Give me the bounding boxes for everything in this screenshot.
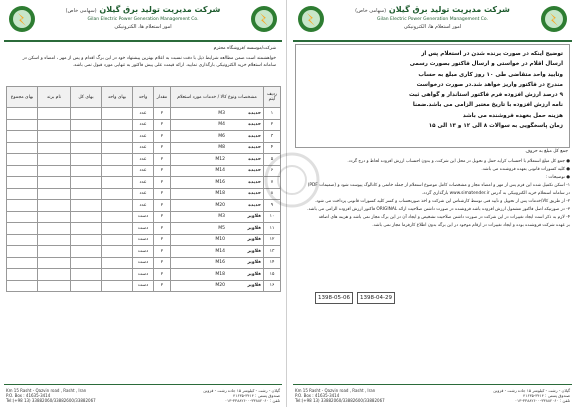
brand-cell[interactable] (38, 142, 71, 154)
total-price-cell[interactable] (71, 257, 102, 269)
item-type: حدیده (248, 145, 261, 151)
item-type: حدیده (248, 179, 261, 185)
item-description (171, 234, 264, 246)
notice-line: توضیح اینکه در صورت برنده شدن در استعلام پس از (421, 51, 563, 57)
item-unit: عدد (133, 177, 154, 189)
item-type: قلاویز (247, 225, 261, 231)
item-unit: عدد (133, 165, 154, 177)
brand-cell[interactable] (38, 234, 71, 246)
row-number: ۱۴ (264, 257, 281, 269)
item-description (171, 280, 264, 292)
right-page (289, 0, 576, 407)
item-unit: عدد (133, 108, 154, 120)
total-price-cell[interactable] (71, 131, 102, 143)
table-row (7, 200, 281, 212)
company-name-en: Gilan Electric Power Generation Management Co. (376, 17, 489, 22)
item-size: M14 (215, 168, 225, 174)
item-quantity: ۲ (154, 177, 171, 189)
table-row (7, 188, 281, 200)
brand-cell[interactable] (38, 223, 71, 235)
terms-list (295, 158, 570, 230)
item-type: قلاویز (247, 248, 261, 254)
unit-price-cell[interactable] (102, 269, 133, 281)
item-quantity: ۲ (154, 257, 171, 269)
terms-line: در سامانه استعلام خرید الکترونیکی به آدرس www.simatender.ir بارگذاری گردد. (421, 191, 570, 196)
table-row (7, 177, 281, 189)
row-number: ۷ (264, 177, 281, 189)
total-price-cell[interactable] (71, 188, 102, 200)
brand-cell[interactable] (38, 177, 71, 189)
row-number: ۹ (264, 200, 281, 212)
item-size: M3 (218, 110, 225, 116)
brand-cell[interactable] (38, 188, 71, 200)
department-label: امور استعلام ها، الکترونیکی (403, 24, 462, 30)
unit-price-cell[interactable] (102, 177, 133, 189)
item-unit: دست (133, 269, 154, 281)
unit-price-cell[interactable] (102, 165, 133, 177)
grand-total-cell[interactable] (7, 131, 38, 143)
row-number: ۱۵ (264, 269, 281, 281)
item-type: حدیده (248, 191, 261, 197)
item-unit: عدد (133, 188, 154, 200)
terms-line: ● جمع کل مبلغ استعلام با احتساب کرایه حمل و تحویل در محل این شرکت، و بدون احتساب ارزش افزوده لحاظ و درج گردد. (347, 159, 570, 164)
item-size: M18 (215, 271, 225, 277)
brand-cell[interactable] (38, 200, 71, 212)
item-description (171, 246, 264, 258)
total-price-cell[interactable] (71, 142, 102, 154)
notice-line: نامه ارزش افزوده با تاریخ معتبر الزامی می باشد.ضمنا (412, 102, 563, 109)
items-table (6, 86, 281, 292)
item-unit: دست (133, 246, 154, 258)
item-description (171, 177, 264, 189)
total-price-cell[interactable] (71, 269, 102, 281)
item-description (171, 108, 264, 120)
row-number: ۳ (264, 131, 281, 143)
item-description (171, 269, 264, 281)
unit-price-cell[interactable] (102, 154, 133, 166)
date-stamp: 1398-05-06 (315, 292, 353, 304)
total-price-cell[interactable] (71, 119, 102, 131)
row-number: ۴ (264, 142, 281, 154)
item-description (171, 211, 264, 223)
brand-cell[interactable] (38, 131, 71, 143)
item-quantity: ۲ (154, 200, 171, 212)
col-unit: واحد (133, 87, 154, 108)
item-description (171, 154, 264, 166)
item-unit: دست (133, 234, 154, 246)
item-type: قلاویز (247, 214, 261, 220)
col-quantity: مقدار (154, 87, 171, 108)
table-row (7, 234, 281, 246)
left-page (0, 0, 287, 407)
unit-price-cell[interactable] (102, 142, 133, 154)
item-description (171, 165, 264, 177)
notice-box (295, 44, 570, 148)
unit-price-cell[interactable] (102, 223, 133, 235)
row-number: ۵ (264, 154, 281, 166)
table-row (7, 257, 281, 269)
item-description (171, 223, 264, 235)
table-row (7, 211, 281, 223)
item-quantity: ۲ (154, 154, 171, 166)
col-row: ردیف آیتم (264, 87, 281, 108)
item-quantity: ۲ (154, 142, 171, 154)
grand-total-cell[interactable] (7, 165, 38, 177)
terms-line: ● توضیحات : (545, 175, 570, 180)
row-number: ۸ (264, 188, 281, 200)
grand-total-cell[interactable] (7, 246, 38, 258)
table-row (7, 119, 281, 131)
brand-cell[interactable] (38, 165, 71, 177)
terms-line: ۱- اسکن تکمیل شده این فرم پس از مهر و امضاء مجاز و مشخصات کامل موضوع استعلام از جمله خاتمی و کاتالوگ پیوست شود و (ضمیمات PDF) (307, 183, 570, 188)
row-number: ۱۳ (264, 246, 281, 258)
grand-total-cell[interactable] (7, 269, 38, 281)
brand-cell[interactable] (38, 269, 71, 281)
item-quantity: ۲ (154, 131, 171, 143)
grand-total-cell[interactable] (7, 177, 38, 189)
item-description (171, 119, 264, 131)
terms-line: بر عهده شرکت فروشنده بوده و ایجاد تغییرات در ارقام موجود در این برگه بدون اطلاع کارفرما مجاز نمی باشد. (372, 223, 570, 228)
item-unit: عدد (133, 131, 154, 143)
grand-total-cell[interactable] (7, 200, 38, 212)
item-description (171, 257, 264, 269)
brand-cell[interactable] (38, 211, 71, 223)
letterhead (293, 4, 572, 42)
total-price-cell[interactable] (71, 177, 102, 189)
grand-total-cell[interactable] (7, 108, 38, 120)
item-size: M4 (218, 122, 225, 128)
brand-cell[interactable] (38, 108, 71, 120)
table-row (7, 280, 281, 292)
item-type: قلاویز (247, 271, 261, 277)
unit-price-cell[interactable] (102, 234, 133, 246)
company-name-en: Gilan Electric Power Generation Management Co. (87, 17, 199, 22)
grand-total-cell[interactable] (7, 154, 38, 166)
item-type: قلاویز (247, 237, 261, 243)
department-label: امور استعلام ها، الکترونیکی (114, 24, 172, 30)
terms-line: ۳- در صورتیکه اصل فاکتور مشمول ارزش افزوده باشد فروشنده در صورت داشتن صلاحیت ارائه ORIGINAL فاکتور ارزش افزوده الزامی می باشد. (307, 207, 570, 212)
item-size: M20 (215, 202, 225, 208)
item-unit: عدد (133, 142, 154, 154)
brand-cell[interactable] (38, 257, 71, 269)
total-price-cell[interactable] (71, 223, 102, 235)
item-quantity: ۲ (154, 223, 171, 235)
unit-price-cell[interactable] (102, 188, 133, 200)
item-size: M16 (215, 260, 225, 266)
item-quantity: ۲ (154, 234, 171, 246)
item-size: M3 (218, 214, 225, 220)
item-quantity: ۲ (154, 280, 171, 292)
item-type: قلاویز (247, 283, 261, 289)
table-row (7, 223, 281, 235)
total-price-cell[interactable] (71, 108, 102, 120)
item-type: حدیده (248, 168, 261, 174)
total-price-cell[interactable] (71, 211, 102, 223)
table-row (7, 269, 281, 281)
footer (4, 384, 282, 403)
unit-price-cell[interactable] (102, 108, 133, 120)
terms-line: ۴- لازم به ذکر است ایجاد تغییرات در این شرکت در صورت داشتن صلاحیت تشخیص و ایجاد آن در این برگ مجاز نمی باشد و هزینه های اضافه (318, 215, 570, 220)
item-description (171, 142, 264, 154)
letterhead (4, 4, 282, 42)
company-logo (536, 4, 572, 34)
item-size: M10 (215, 237, 225, 243)
footer-address-fa: گیلان - رشت - کیلومتر ۱۵ جاده رشت - قزوین صندوق پستی : ۳۴۱۴-۴۱۶۳۵ تلفن : ۳۳۸۸۲۰۶۰-۳۳۸۸۲۶۰۰-۰۱۳ (203, 388, 280, 403)
item-description (171, 131, 264, 143)
company-logo (293, 4, 329, 34)
col-total-price: بهای کل (71, 87, 102, 108)
footer (293, 384, 572, 403)
item-unit: دست (133, 223, 154, 235)
unit-price-cell[interactable] (102, 211, 133, 223)
notice-line: مندرج در فاکتور واریز خواهد شد.در صورت درخواست (416, 81, 563, 88)
item-unit: دست (133, 280, 154, 292)
row-number: ۱۶ (264, 280, 281, 292)
date-stamp: 1398-04-29 (357, 292, 395, 304)
unit-price-cell[interactable] (102, 131, 133, 143)
item-size: M12 (215, 156, 225, 162)
item-quantity: ۲ (154, 246, 171, 258)
row-number: ۲ (264, 119, 281, 131)
notice-line: ۹ درصد ارزش افزوده فرم فاکتور استاندار و گواهی ثبت (409, 92, 563, 99)
brand-cell[interactable] (38, 154, 71, 166)
total-in-words-label: جمع کل مبلغ به حروف (525, 149, 568, 154)
unit-price-cell[interactable] (102, 257, 133, 269)
table-row (7, 165, 281, 177)
table-row (7, 246, 281, 258)
item-description (171, 188, 264, 200)
grand-total-cell[interactable] (7, 257, 38, 269)
grand-total-cell[interactable] (7, 142, 38, 154)
notice-line: وتایید واحد متقاضی طی ۱۰ روز کاری مبلغ به حساب (418, 71, 563, 78)
grand-total-cell[interactable] (7, 119, 38, 131)
col-grand-total: بهای مجموع (7, 87, 38, 108)
company-name-fa: شرکت مدیریت تولید برق گیلان (سهامی خاص) (65, 5, 221, 14)
grand-total-cell[interactable] (7, 188, 38, 200)
item-size: M5 (218, 225, 225, 231)
total-price-cell[interactable] (71, 154, 102, 166)
footer-address-en: Km 15 Rasht - Qazvin road , Rasht , Iran P.O. Box : 41635-3414 Tel:(+98 13) 33882060/33882600/33882067 (295, 388, 385, 403)
table-row (7, 131, 281, 143)
terms-line: ۲- از طریق کالا/خدمات پس از تحویل و تأیید فنی توسط کارشناس این شرکت و اخذ صورتحساب و کسر کلیه کسورات قانونی پرداخت می شود. (314, 199, 570, 204)
brand-cell[interactable] (38, 119, 71, 131)
intro-text: خواهشمند است ضمن مطالعه شرایط ذیل با دقت نسبت به اعلام بهترین پیشنهاد خود در این برگ اقدام و پس از مهر ، امضاء و اسکن در سامانه استعلام خرید الکترونیکی بارگذاری نمایید. ارائه قیمت علی پیش فاکتور به تنهایی مورد قبول نمی باشد. (22, 56, 276, 68)
company-logo (4, 4, 40, 34)
item-unit: دست (133, 257, 154, 269)
grand-total-cell[interactable] (7, 280, 38, 292)
item-description (171, 200, 264, 212)
row-number: ۱ (264, 108, 281, 120)
item-size: M6 (218, 133, 225, 139)
row-number: ۱۰ (264, 211, 281, 223)
item-size: M20 (215, 283, 225, 289)
table-row (7, 142, 281, 154)
grand-total-cell[interactable] (7, 211, 38, 223)
notice-line: ارسال اقلام در خواستی و ارسال فاکتور بصورت رسمی (409, 61, 563, 68)
table-row (7, 108, 281, 120)
greeting: شرکت/موسسه /فروشگاه محترم (213, 46, 276, 51)
table-row (7, 154, 281, 166)
total-price-cell[interactable] (71, 280, 102, 292)
item-size: M18 (215, 191, 225, 197)
item-quantity: ۲ (154, 211, 171, 223)
grand-total-cell[interactable] (7, 223, 38, 235)
grand-total-cell[interactable] (7, 234, 38, 246)
col-brand: نام برند (38, 87, 71, 108)
unit-price-cell[interactable] (102, 119, 133, 131)
item-type: حدیده (248, 122, 261, 128)
item-quantity: ۲ (154, 108, 171, 120)
item-quantity: ۲ (154, 165, 171, 177)
table-header-row (7, 87, 281, 108)
footer-address-fa: گیلان - رشت - کیلومتر ۱۵ جاده رشت - قزوین صندوق پستی : ۳۴۱۴-۴۱۶۳۵ تلفن : ۳۳۸۸۲۰۶۰-۳۳۸۸۲۶۰۰-۰۱۳ (493, 388, 570, 403)
item-unit: دست (133, 211, 154, 223)
row-number: ۶ (264, 165, 281, 177)
col-unit-price: بهای واحد (102, 87, 133, 108)
row-number: ۱۱ (264, 223, 281, 235)
item-quantity: ۲ (154, 119, 171, 131)
total-price-cell[interactable] (71, 234, 102, 246)
notice-line: زمان پاسخگویی به سوالات ۸ الی ۱۲ و ۱۳ الی ۱۵ (428, 123, 563, 130)
row-number: ۱۲ (264, 234, 281, 246)
total-price-cell[interactable] (71, 246, 102, 258)
terms-line: ● کلیه کسورات قانونی بعهده فروشنده می باشد. (481, 167, 570, 172)
item-size: M14 (215, 248, 225, 254)
total-price-cell[interactable] (71, 200, 102, 212)
total-price-cell[interactable] (71, 165, 102, 177)
company-name-fa: شرکت مدیریت تولید برق گیلان (سهامی خاص) (355, 5, 510, 14)
unit-price-cell[interactable] (102, 200, 133, 212)
item-size: M16 (215, 179, 225, 185)
item-type: حدیده (248, 133, 261, 139)
item-type: حدیده (248, 156, 261, 162)
unit-price-cell[interactable] (102, 280, 133, 292)
item-quantity: ۲ (154, 188, 171, 200)
item-type: حدیده (248, 110, 261, 116)
item-unit: عدد (133, 200, 154, 212)
footer-address-en: Km 15 Rasht - Qazvin road , Rasht , Iran P.O. Box : 41635-3414 Tel:(+98 13) 33882060/33882600/33882067 (6, 388, 96, 403)
item-quantity: ۲ (154, 269, 171, 281)
company-logo (246, 4, 282, 34)
brand-cell[interactable] (38, 246, 71, 258)
item-type: حدیده (248, 202, 261, 208)
item-type: قلاویز (247, 260, 261, 266)
notice-text (367, 49, 563, 131)
item-size: M8 (218, 145, 225, 151)
item-unit: عدد (133, 154, 154, 166)
col-description: مشخصات ونوع کالا / خدمات مورد استعلام (171, 87, 264, 108)
item-unit: عدد (133, 119, 154, 131)
brand-cell[interactable] (38, 280, 71, 292)
unit-price-cell[interactable] (102, 246, 133, 258)
notice-line: هزینه حمل بعهده فروشنده می باشد (462, 112, 563, 119)
watermark-logo (262, 150, 322, 210)
